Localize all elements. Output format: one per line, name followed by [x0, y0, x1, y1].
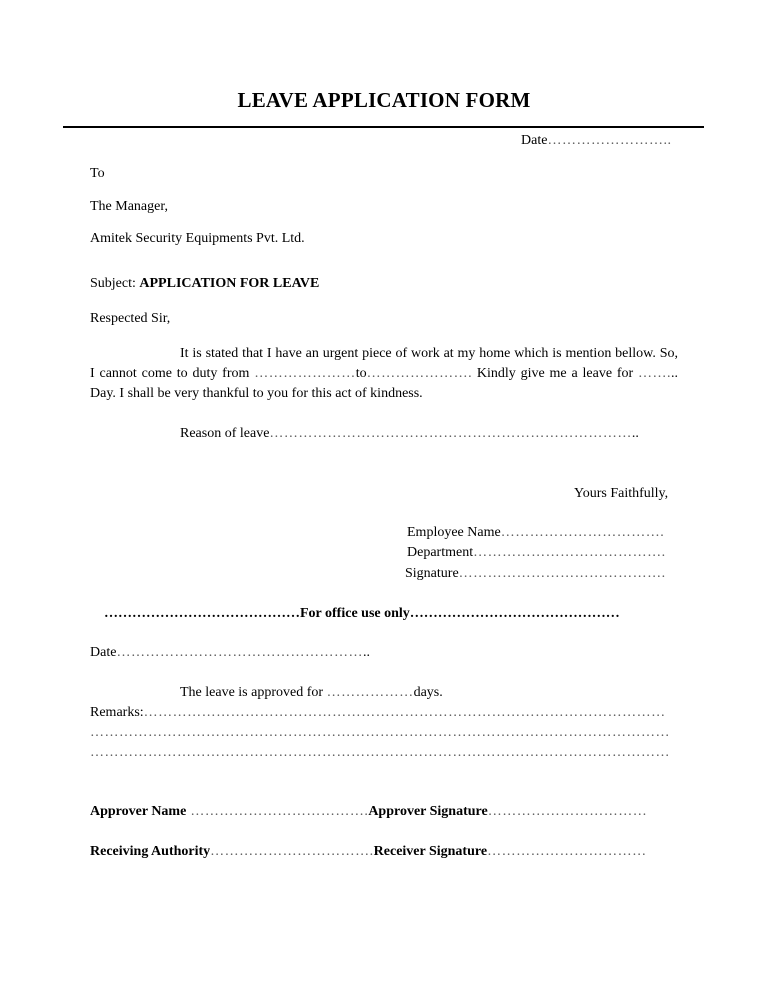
subject-line — [90, 276, 319, 292]
reason-tail: .. — [631, 426, 639, 441]
office-dots-left: …………………………………… — [104, 606, 300, 621]
remarks-field[interactable] — [90, 705, 678, 721]
approved-days-field[interactable] — [180, 685, 443, 701]
employee-name-dots: ……………………………. — [500, 525, 665, 540]
employee-name-field[interactable] — [407, 525, 664, 541]
approver-row — [90, 804, 647, 820]
office-date-dots: …………………………………………… — [116, 645, 363, 660]
receiving-authority-dots[interactable]: ……………………………. — [210, 844, 374, 859]
body-paragraph — [90, 344, 678, 404]
subject-text: APPLICATION FOR LEAVE — [139, 276, 320, 291]
days-blank[interactable]: ……. — [638, 366, 671, 381]
remarks-line-3[interactable]: ………………………………………………………………………………………………………… — [90, 745, 670, 760]
department-label: Department — [407, 545, 474, 560]
employee-name-label: Employee Name — [407, 525, 501, 540]
body-text-2: Kindly give me a leave for — [472, 366, 638, 381]
office-date-label: Date — [90, 645, 117, 660]
date-field[interactable] — [521, 133, 671, 149]
approved-tail: days. — [413, 685, 443, 700]
approver-signature-label: Approver Signature — [368, 804, 488, 819]
addressee: The Manager, — [90, 199, 168, 214]
reason-field[interactable] — [180, 426, 639, 442]
remarks-line-2[interactable]: ………………………………………………………………………………………………………… — [90, 725, 670, 740]
office-use-header — [104, 606, 620, 622]
office-date-tail: .. — [362, 645, 370, 660]
receiving-authority-label: Receiving Authority — [90, 844, 211, 859]
department-dots: …………………………………. — [473, 545, 666, 560]
office-dots-right: ……………………………………… — [409, 606, 620, 621]
signature-label: Signature — [405, 566, 459, 581]
receiver-signature-dots[interactable]: …………………………… — [487, 844, 647, 859]
signature-dots: ……………………………………. — [458, 566, 666, 581]
from-date-blank[interactable]: ………………… — [254, 366, 356, 381]
office-label: For office use only — [300, 606, 410, 621]
closing: Yours Faithfully, — [574, 486, 669, 501]
receiver-row — [90, 844, 647, 860]
date-label: Date — [521, 133, 548, 148]
department-field[interactable] — [407, 545, 666, 561]
reason-label: Reason of leave — [180, 426, 270, 441]
body-text-3: .. Day. I shall be very thankful to you for this act of kindness. — [90, 366, 678, 401]
approver-name-dots[interactable]: ………………………………. — [186, 804, 369, 819]
office-date-field[interactable] — [90, 645, 370, 661]
body-text-1: It is stated that I have an urgent piece of work at my home which is mention bellow. So, I cannot come to duty from — [90, 346, 678, 381]
remarks-label: Remarks: — [90, 705, 144, 720]
subject-label: Subject: — [90, 276, 140, 291]
form-title: LEAVE APPLICATION FORM — [237, 88, 531, 112]
approved-label: The leave is approved for — [180, 685, 327, 700]
approver-signature-dots[interactable]: …………………………… — [487, 804, 648, 819]
title-divider — [63, 126, 704, 128]
salutation: Respected Sir, — [90, 311, 171, 326]
company-name: Amitek Security Equipments Pvt. Ltd. — [90, 231, 305, 246]
to-date-blank[interactable]: …………………. — [366, 366, 473, 381]
remarks-line-1: ……………………………………………………………………………………………… — [143, 705, 666, 720]
approved-dots: ……………… — [326, 685, 414, 700]
approver-name-label: Approver Name — [90, 804, 187, 819]
signature-field[interactable] — [405, 566, 666, 582]
to-word: to — [355, 366, 367, 381]
date-dots: …………………….. — [547, 133, 672, 148]
to-label: To — [90, 166, 105, 181]
reason-dots: ………………………………………………………………… — [269, 426, 632, 441]
receiver-signature-label: Receiver Signature — [373, 844, 488, 859]
